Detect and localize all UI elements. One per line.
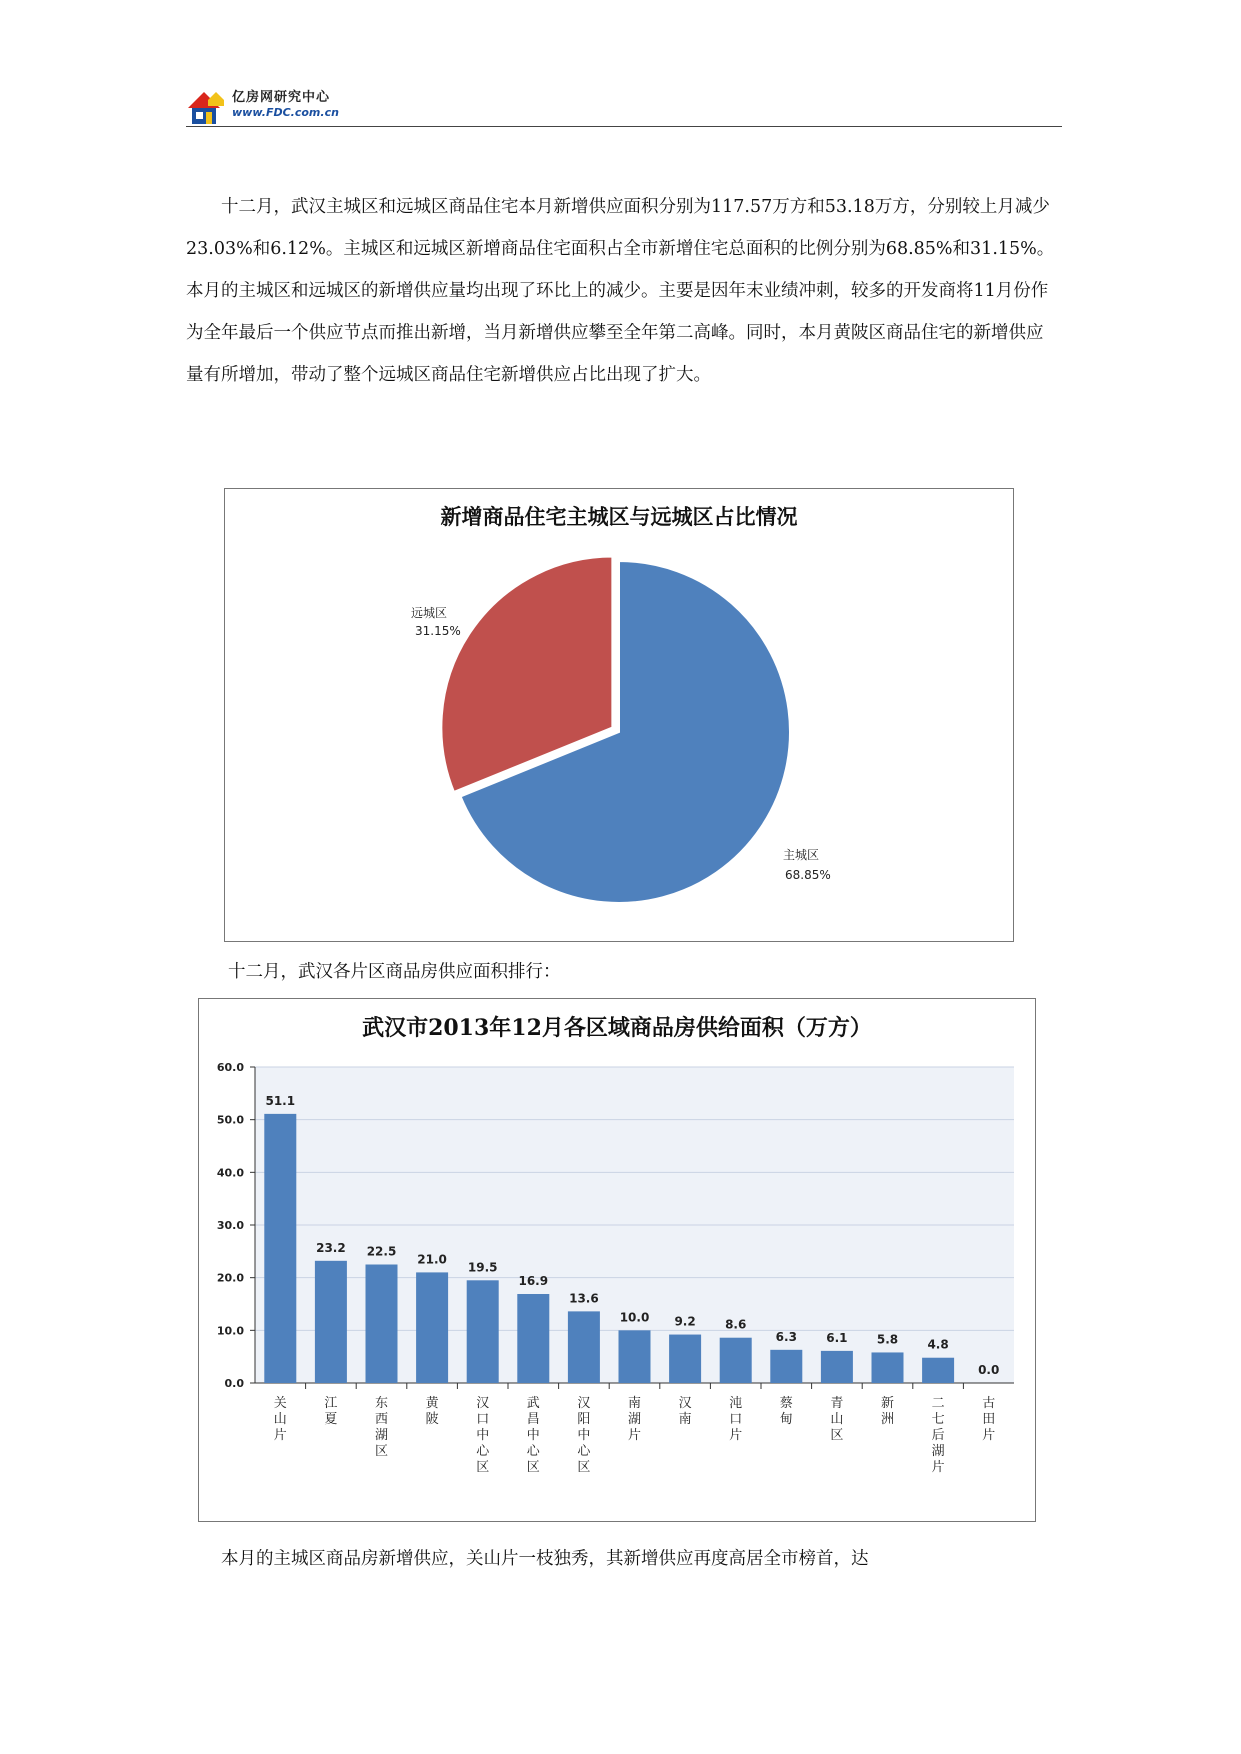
pie-chart-title: 新增商品住宅主城区与远城区占比情况 [440, 506, 798, 529]
bar [720, 1338, 752, 1383]
bar-chart-frame [198, 998, 1036, 1522]
bar [872, 1352, 904, 1383]
bar-value-label: 8.6 [725, 1317, 747, 1332]
y-tick-label: 10.0 [216, 1324, 244, 1338]
x-tick-label: 汉阳中心区 [577, 1396, 591, 1475]
paragraph-text: 十二月，武汉主城区和远城区商品住宅本月新增供应面积分别为117.57万方和53.18万方，分别较上月减少23.03%和6.12%。主城区和远城区新增商品住宅面积占全市新增住宅总面积的比例分别为68.85%和31.15%。本月的主城区和远城区的新增供应量均出现了环比上的减少。主要是因年末业绩冲刺，较多的开发商将11月份作为全年最后一个供应节点而推出新增，当月新增供应攀至全年第二高峰。同时，本月黄陂区商品住宅的新增供应量有所增加，带动了整个远城区商品住宅新增供应占比出现了扩大。 [186, 197, 1055, 385]
bar [467, 1280, 499, 1383]
page-header [186, 86, 1062, 132]
bar-value-label: 9.2 [674, 1314, 696, 1329]
bar-value-label: 51.1 [265, 1093, 296, 1108]
bar [619, 1330, 651, 1383]
body-paragraph-3 [186, 1538, 1058, 1580]
bar-value-label: 19.5 [467, 1260, 498, 1275]
bar-chart-title: 武汉市2013年12月各区域商品房供给面积（万方） [362, 1015, 872, 1041]
bar-value-label: 23.2 [316, 1240, 346, 1255]
x-tick-label: 江夏 [324, 1396, 338, 1427]
y-tick-label: 30.0 [216, 1219, 244, 1232]
brand-logo-text [232, 90, 339, 120]
paragraph-text: 本月的主城区商品房新增供应，关山片一枝独秀，其新增供应再度高居全市榜首，达 [221, 1549, 869, 1569]
x-tick-label: 古田片 [982, 1396, 996, 1443]
y-tick-label: 50.0 [216, 1113, 244, 1127]
x-tick-label: 东西湖区 [374, 1396, 389, 1459]
bar [922, 1358, 954, 1383]
bar-value-label: 10.0 [619, 1310, 650, 1325]
x-tick-label: 黄陂 [425, 1396, 439, 1427]
x-tick-label: 汉口中心区 [476, 1396, 490, 1475]
pie-label-zhucheng: 主城区 [783, 848, 820, 862]
bar-value-label: 6.3 [775, 1329, 797, 1344]
x-tick-label: 新洲 [880, 1396, 895, 1427]
bar [416, 1272, 448, 1383]
brand-url: www.FDC.com.cn [232, 106, 339, 119]
house-logo-icon [186, 86, 232, 128]
y-tick-label: 20.0 [216, 1271, 244, 1285]
pie-label-yuancheng: 远城区 [411, 606, 448, 620]
bar-value-label: 5.8 [876, 1332, 899, 1347]
bar-chart-caption: 十二月，武汉各片区商品房供应面积排行： [228, 962, 561, 982]
x-tick-label: 沌口片 [729, 1396, 743, 1443]
bar [821, 1351, 853, 1383]
bar-value-label: 22.5 [366, 1244, 397, 1259]
body-paragraph-1 [186, 186, 1058, 396]
y-tick-label: 40.0 [216, 1166, 244, 1180]
pie-pct-zhucheng: 68.85% [785, 868, 831, 882]
x-tick-label: 武昌中心区 [526, 1396, 540, 1475]
bar [315, 1261, 347, 1383]
brand-name: 亿房网研究中心 [232, 90, 331, 105]
x-tick-label: 二七后湖片 [931, 1396, 945, 1475]
bar-value-label: 4.8 [927, 1337, 949, 1352]
bar-chart [199, 999, 1035, 1521]
bar [669, 1335, 701, 1383]
x-tick-label: 汉南 [678, 1396, 692, 1427]
x-tick-label: 关山片 [273, 1396, 287, 1443]
bar-value-label: 21.0 [417, 1252, 447, 1267]
bar [264, 1114, 296, 1383]
pie-pct-yuancheng: 31.15% [415, 624, 461, 638]
x-tick-label: 南湖片 [627, 1396, 642, 1443]
y-tick-label: 60.0 [216, 1061, 244, 1074]
bar [366, 1265, 398, 1384]
x-tick-label: 蔡甸 [779, 1396, 793, 1427]
bar [770, 1350, 802, 1383]
bar-value-label: 6.1 [826, 1330, 848, 1345]
pie-chart [225, 489, 1013, 941]
x-tick-label: 青山区 [830, 1396, 844, 1443]
bar-value-label: 16.9 [518, 1273, 549, 1288]
pie-chart-frame [224, 488, 1014, 942]
header-divider [186, 126, 1062, 127]
bar-value-label: 13.6 [569, 1291, 599, 1306]
bar [568, 1311, 600, 1383]
bar [517, 1294, 549, 1383]
y-tick-label: 0.0 [224, 1377, 244, 1390]
bar-value-label: 0.0 [978, 1363, 1000, 1377]
